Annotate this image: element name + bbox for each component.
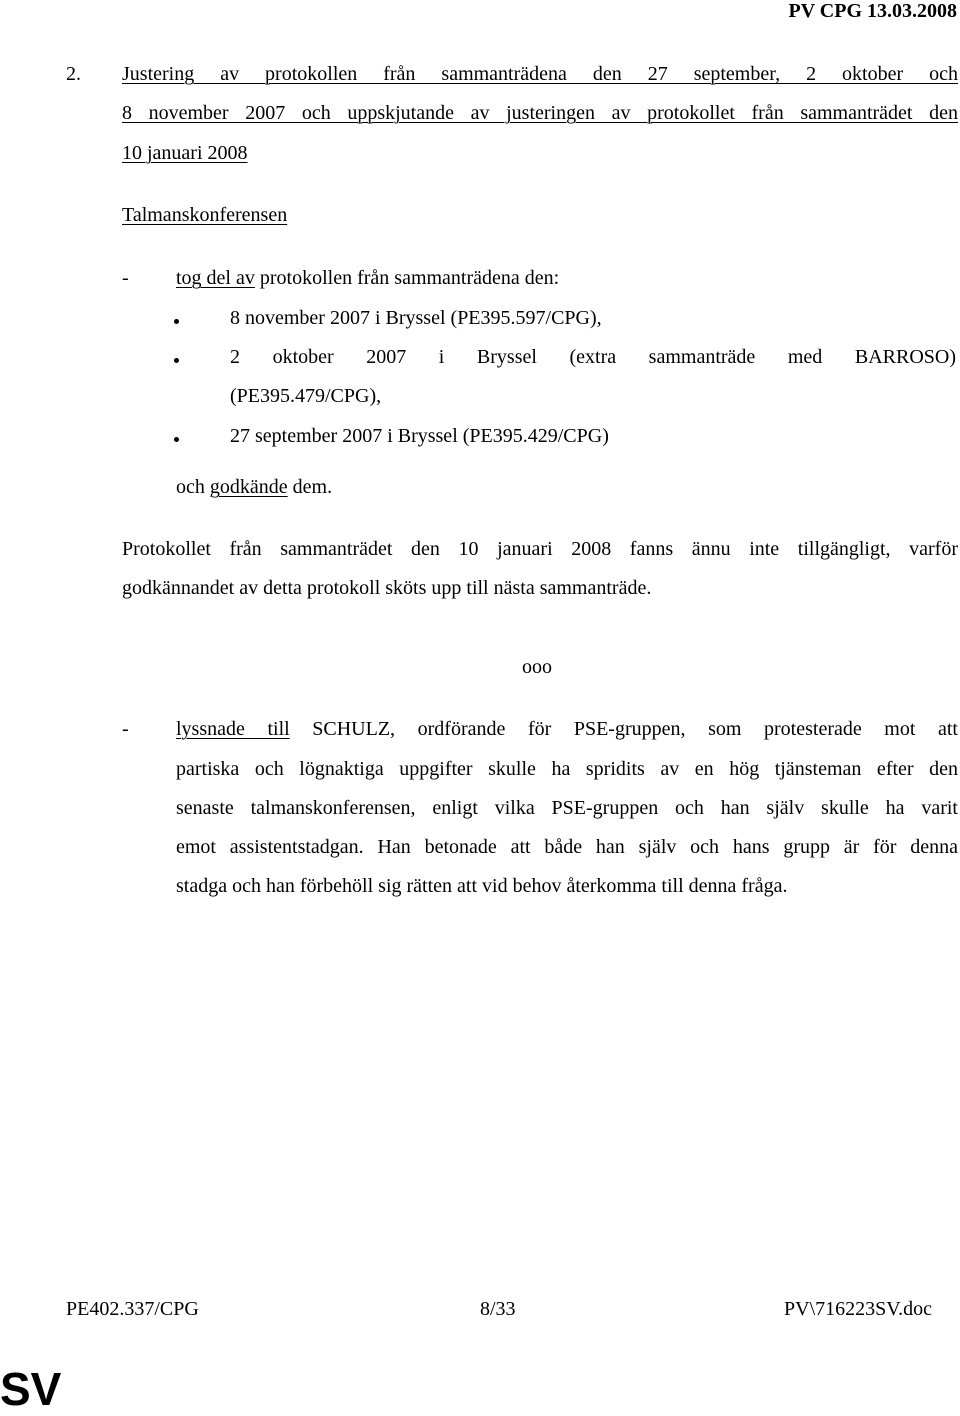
note-line-2: godkännandet av detta protokoll sköts upp till nästa sammanträde. xyxy=(122,577,652,599)
action-1-line xyxy=(176,267,559,290)
closing-verb: godkände xyxy=(209,476,288,498)
footer-document-number: PE402.337/CPG xyxy=(66,1298,199,1320)
action-2-line-2: partiska och lögnaktiga uppgifter skulle ha spridits av en hög tjänsteman efter den xyxy=(176,758,958,780)
closing-pre: och xyxy=(176,476,210,498)
footer-page-number: 8/33 xyxy=(480,1298,516,1320)
action-2-line-4: emot assistentstadgan. Han betonade att både han själv och hans grupp är för denna xyxy=(176,836,958,858)
closing-post: dem. xyxy=(287,476,333,498)
separator: ooo xyxy=(522,656,552,678)
action-2-line-1 xyxy=(176,718,958,741)
subheading-talmanskonferensen: Talmanskonferensen xyxy=(122,204,288,226)
note-line-1: Protokollet från sammanträdet den 10 januari 2008 fanns ännu inte tillgängligt, varför xyxy=(122,538,958,560)
action-2-line-1-text: SCHULZ, ordförande för PSE-gruppen, som protesterade mot att xyxy=(289,718,958,740)
bullet-item-1: 8 november 2007 i Bryssel (PE395.597/CPG), xyxy=(230,307,602,329)
action-1-rest: protokollen från sammanträdena den: xyxy=(254,267,560,289)
document-reference: PV CPG 13.03.2008 xyxy=(788,0,957,22)
footer-file-name: PV\716223SV.doc xyxy=(784,1298,932,1320)
item-title-line-3: 10 januari 2008 xyxy=(122,142,248,164)
bullet-item-3: 27 september 2007 i Bryssel (PE395.429/CPG) xyxy=(230,425,609,447)
action-1-closing xyxy=(176,476,332,499)
item-number: 2. xyxy=(66,63,81,85)
bullet-icon xyxy=(174,358,179,363)
action-2-verb: lyssnade till xyxy=(176,718,290,740)
action-2-line-3: senaste talmanskonferensen, enligt vilka PSE-gruppen och han själv skulle ha varit xyxy=(176,797,958,819)
bullet-item-2-continued: (PE395.479/CPG), xyxy=(230,385,382,407)
action-dash: - xyxy=(122,718,129,740)
item-title-line-2: 8 november 2007 och uppskjutande av justeringen av protokollet från sammanträdet den xyxy=(122,102,958,124)
action-1-verb: tog del av xyxy=(176,267,255,289)
bullet-item-2: 2 oktober 2007 i Bryssel (extra sammanträde med BARROSO) xyxy=(230,346,956,368)
language-mark: SV xyxy=(0,1363,62,1415)
bullet-icon xyxy=(174,319,179,324)
bullet-icon xyxy=(174,437,179,442)
item-title-line-1: Justering av protokollen från sammanträdena den 27 september, 2 oktober och xyxy=(122,63,958,85)
action-dash: - xyxy=(122,267,129,289)
action-2-line-5: stadga och han förbehöll sig rätten att vid behov återkomma till denna fråga. xyxy=(176,875,788,897)
